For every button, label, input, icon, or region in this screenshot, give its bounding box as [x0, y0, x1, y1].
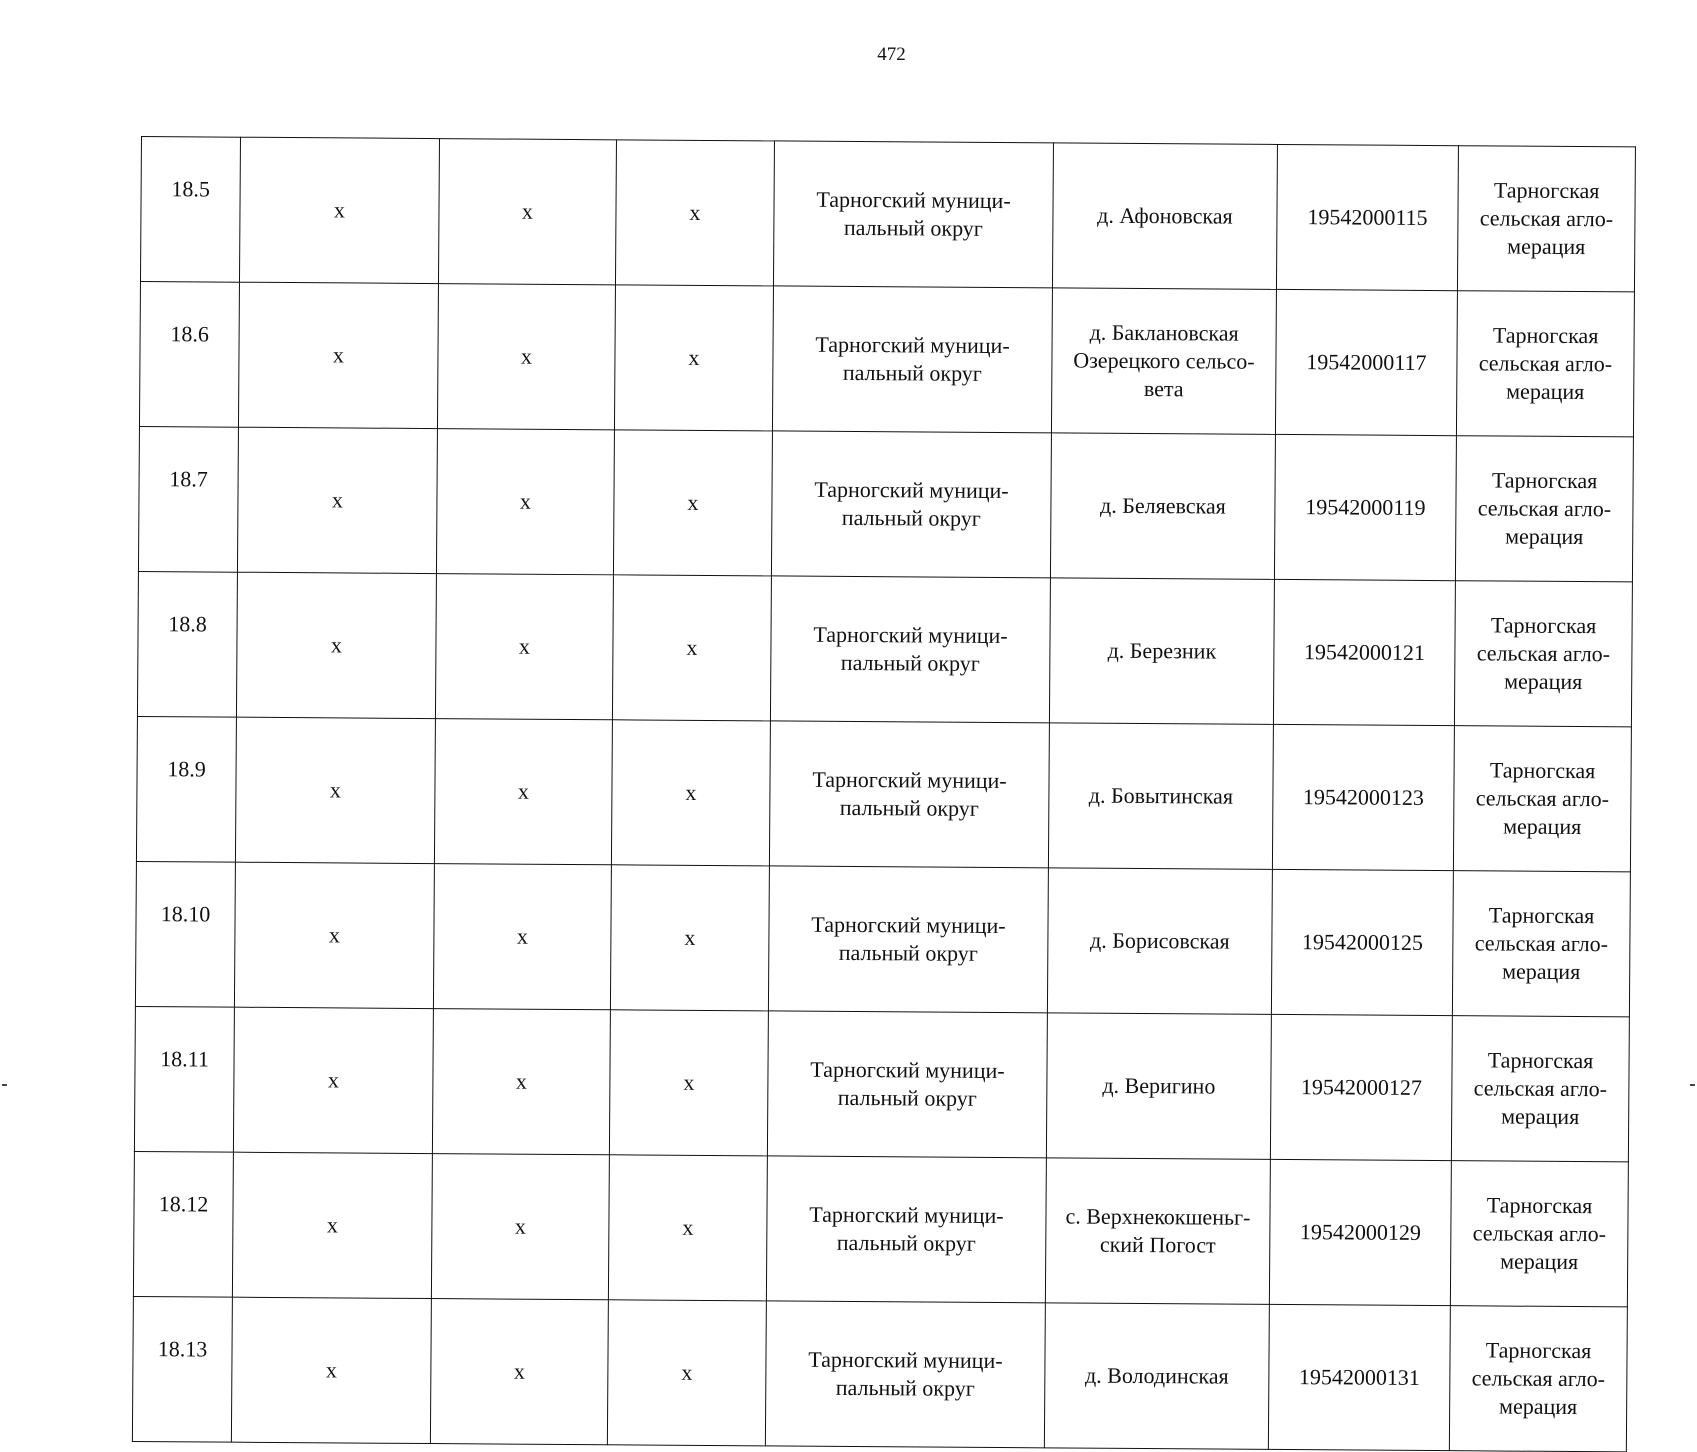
- agglomeration-cell: Тарногская сельская агло-мерация: [1451, 1016, 1629, 1162]
- table-body: [132, 137, 1635, 1452]
- table-row: [137, 571, 1632, 726]
- row-number-cell: 18.8: [137, 571, 237, 717]
- table-row: [139, 281, 1634, 436]
- district-cell: Тарногский муници-пальный округ: [771, 431, 1051, 578]
- mark-cell: x: [610, 865, 769, 1011]
- row-number-cell: 18.10: [135, 861, 235, 1007]
- mark-cell: x: [612, 575, 771, 721]
- mark-cell: x: [436, 429, 614, 575]
- row-number-cell: 18.5: [140, 137, 240, 283]
- mark-cell: x: [608, 1155, 767, 1301]
- agglomeration-cell: Тарногская сельская агло-мерация: [1457, 146, 1635, 292]
- district-cell: Тарногский муници-пальный округ: [769, 721, 1049, 868]
- mark-cell: x: [238, 282, 438, 428]
- mark-cell: x: [434, 719, 612, 865]
- mark-cell: x: [236, 572, 436, 718]
- mark-cell: x: [613, 430, 772, 576]
- row-number-cell: 18.6: [139, 281, 239, 427]
- oktmo-code-cell: 19542000125: [1271, 869, 1453, 1015]
- mark-cell: x: [614, 285, 773, 431]
- table-row: [140, 137, 1635, 292]
- mark-cell: x: [239, 137, 439, 283]
- settlement-cell: д. Веригино: [1046, 1013, 1271, 1160]
- district-cell: Тарногский муници-пальный округ: [767, 1011, 1047, 1158]
- district-cell: Тарногский муници-пальный округ: [772, 286, 1052, 433]
- mark-cell: x: [231, 1297, 431, 1443]
- settlements-table-container: [132, 136, 1635, 1452]
- district-cell: Тарногский муници-пальный округ: [768, 866, 1048, 1013]
- district-cell: Тарногский муници-пальный округ: [773, 141, 1053, 288]
- settlement-cell: д. Афоновская: [1052, 143, 1277, 290]
- mark-cell: x: [435, 574, 613, 720]
- agglomeration-cell: Тарногская сельская агло-мерация: [1449, 1306, 1627, 1452]
- table-row: [133, 1151, 1628, 1306]
- settlement-cell: д. Беляевская: [1050, 433, 1275, 580]
- district-cell: Тарногский муници-пальный округ: [765, 1301, 1045, 1448]
- mark-cell: x: [607, 1300, 766, 1446]
- table-row: [135, 861, 1630, 1016]
- mark-cell: x: [431, 1154, 609, 1300]
- agglomeration-cell: Тарногская сельская агло-мерация: [1456, 291, 1634, 437]
- mark-cell: x: [235, 717, 435, 863]
- mark-cell: x: [233, 1007, 433, 1153]
- edge-mark-left: [2, 1084, 7, 1086]
- district-cell: Тарногский муници-пальный округ: [770, 576, 1050, 723]
- mark-cell: x: [432, 1009, 610, 1155]
- settlement-cell: д. Борисовская: [1047, 868, 1272, 1015]
- mark-cell: x: [437, 284, 615, 430]
- row-number-cell: 18.11: [134, 1006, 234, 1152]
- oktmo-code-cell: 19542000121: [1273, 579, 1455, 725]
- agglomeration-cell: Тарногская сельская агло-мерация: [1454, 581, 1632, 727]
- mark-cell: x: [237, 427, 437, 573]
- table-row: [134, 1006, 1629, 1161]
- table-row: [136, 716, 1631, 871]
- settlement-cell: с. Верхнекокшеньг-ский Погост: [1045, 1158, 1270, 1305]
- row-number-cell: 18.9: [136, 716, 236, 862]
- table-row: [138, 426, 1633, 581]
- mark-cell: x: [615, 140, 774, 286]
- page-number: 472: [877, 44, 906, 65]
- edge-mark-right: [1690, 1084, 1695, 1086]
- settlement-cell: д. Баклановская Озерецкого сельсо-вета: [1051, 288, 1276, 435]
- oktmo-code-cell: 19542000119: [1274, 434, 1456, 580]
- settlement-cell: д. Березник: [1049, 578, 1274, 725]
- settlement-cell: д. Бовытинская: [1048, 723, 1273, 870]
- agglomeration-cell: Тарногская сельская агло-мерация: [1453, 726, 1631, 872]
- agglomeration-cell: Тарногская сельская агло-мерация: [1450, 1161, 1628, 1307]
- row-number-cell: 18.13: [132, 1296, 232, 1442]
- oktmo-code-cell: 19542000131: [1268, 1304, 1450, 1450]
- oktmo-code-cell: 19542000117: [1275, 289, 1457, 435]
- oktmo-code-cell: 19542000115: [1276, 144, 1458, 290]
- row-number-cell: 18.7: [138, 426, 238, 572]
- mark-cell: x: [232, 1152, 432, 1298]
- settlements-table: [132, 136, 1636, 1452]
- mark-cell: x: [611, 720, 770, 866]
- row-number-cell: 18.12: [133, 1151, 233, 1297]
- table-row: [132, 1296, 1627, 1451]
- district-cell: Тарногский муници-пальный округ: [766, 1156, 1046, 1303]
- oktmo-code-cell: 19542000127: [1270, 1014, 1452, 1160]
- mark-cell: x: [234, 862, 434, 1008]
- settlement-cell: д. Володинская: [1044, 1303, 1269, 1450]
- oktmo-code-cell: 19542000123: [1272, 724, 1454, 870]
- agglomeration-cell: Тарногская сельская агло-мерация: [1452, 871, 1630, 1017]
- mark-cell: x: [609, 1010, 768, 1156]
- agglomeration-cell: Тарногская сельская агло-мерация: [1455, 436, 1633, 582]
- mark-cell: x: [438, 139, 616, 285]
- mark-cell: x: [433, 864, 611, 1010]
- mark-cell: x: [430, 1299, 608, 1445]
- oktmo-code-cell: 19542000129: [1269, 1159, 1451, 1305]
